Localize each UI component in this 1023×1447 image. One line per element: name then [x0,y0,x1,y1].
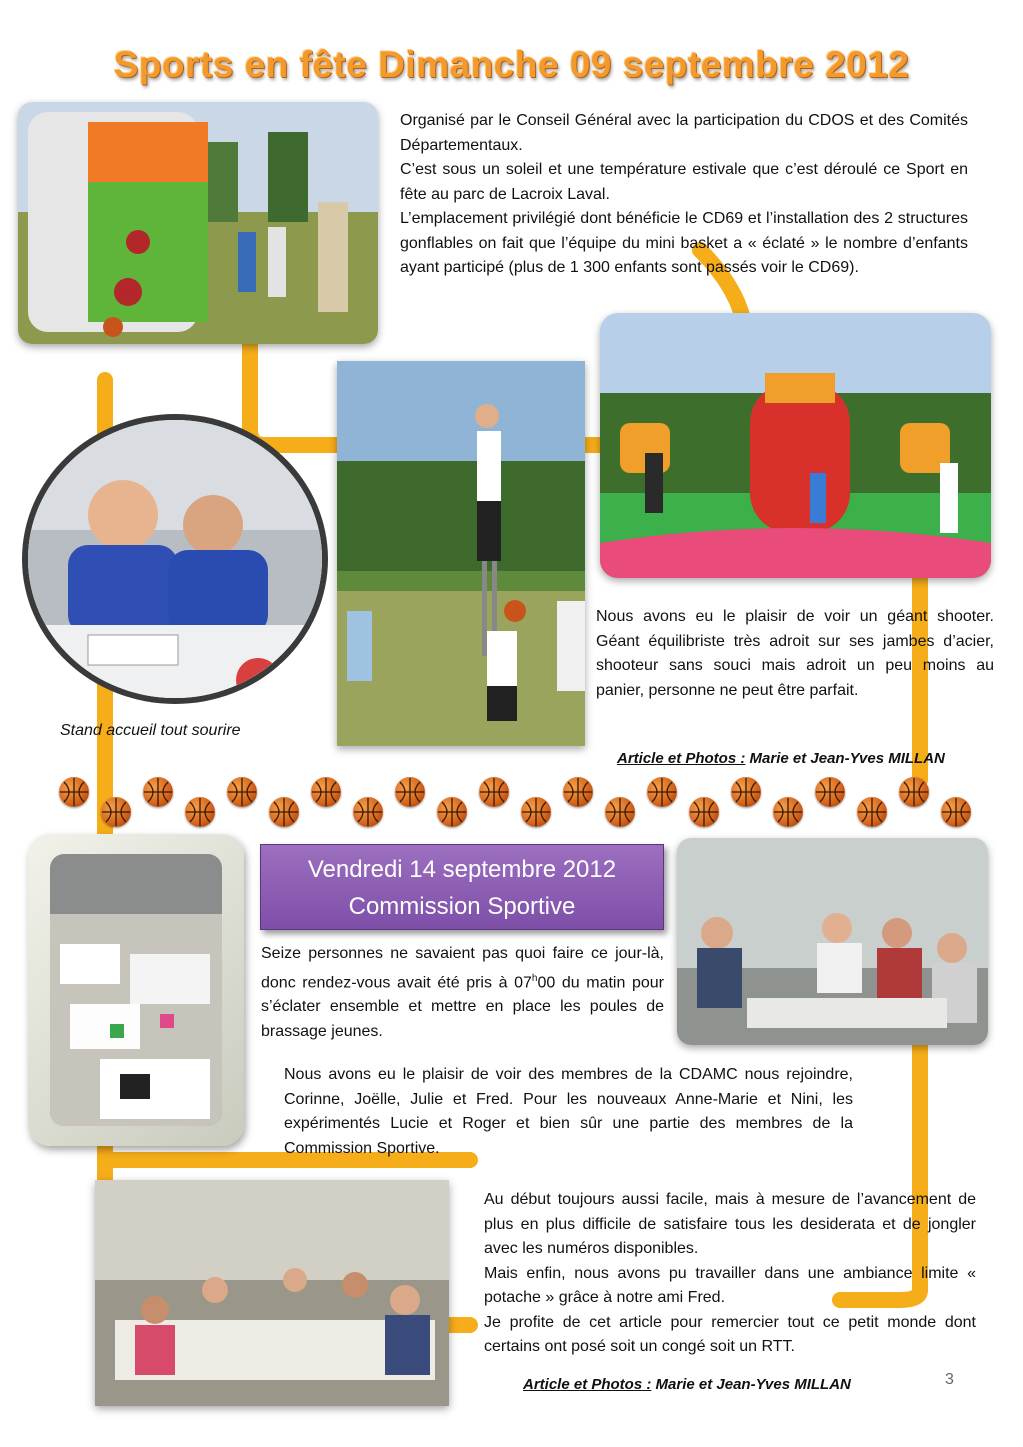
photo-meeting-2 [95,1180,449,1406]
section2-paragraph-1 [261,942,664,1044]
para3-line: Mais enfin, nous avons pu travailler dans une ambiance limite « potache » grâce à notre ami Fred. [484,1264,976,1306]
credit-name: Marie et Jean-Yves MILLAN [745,750,945,767]
article-credit-1 [617,750,945,767]
page-number: 3 [945,1371,954,1388]
credit-label: Article et Photos : [617,750,746,767]
shooter-text: Nous avons eu le plaisir de voir un géant shooter. Géant équilibriste très adroit sur ses jambes d’acier, shooteur sans souci mais adroit un peu moins au panier, personne ne peut être parfait. [596,608,994,699]
photo-welcome-stand [22,414,328,704]
section-banner [260,844,664,930]
para1-end: 00 du matin pour s’éclater ensemble et mettre en place les poules de brassage jeunes. [261,973,665,1040]
article-credit-2 [523,1376,851,1393]
section2-paragraph-2: Nous avons eu le plaisir de voir des membres de la CDAMC nous rejoindre, Corinne, Joëlle, Julie et Fred. Pour les nouveaux Anne-Marie et Nini, les expérimentés Lucie et Roger et bien sûr une partie des membres de la Commission Sportive. [284,1066,853,1157]
credit-name: Marie et Jean-Yves MILLAN [651,1376,851,1393]
intro-paragraph: Organisé par le Conseil Général avec la participation du CDOS et des Comités Départementaux. [400,112,968,154]
photo-inflatable-basket [18,102,378,344]
page-title: Sports en fête Dimanche 09 septembre 2012 [113,44,910,85]
banner-title: Commission Sportive [348,893,576,920]
para1-sup: h [531,972,538,984]
para3-line: Au début toujours aussi facile, mais à mesure de l’avancement de plus en plus difficile de satisfaire tous les desiderata et de jongler avec les numéros disponibles. [484,1191,976,1257]
photo-caption: Stand accueil tout sourire [60,722,241,739]
photo-papers-frame [28,834,244,1146]
para1-start: Seize personnes ne savaient pas quoi faire ce jour-là, donc rendez-vous avait été pris à 07 [261,945,664,991]
banner-date: Vendredi 14 septembre 2012 [307,856,617,883]
credit-label: Article et Photos : [523,1376,652,1393]
photo-inflatable-structure [600,313,991,578]
section2-paragraph-3 [484,1188,976,1360]
photo-papers-on-table [50,854,222,1126]
para3-line: Je profite de cet article pour remercier tout ce petit monde dont certains ont posé soit un congé soit un RTT. [484,1313,976,1355]
intro-paragraph: L’emplacement privilégié dont bénéficie le CD69 et l’installation des 2 structures gonflables on fait que l’équipe du mini basket a « éclaté » le nombre d’enfants ayant participé (plus de 1 300 enfants sont passés voir le CD69). [400,210,968,276]
photo-meeting-1 [677,838,988,1045]
photo-stilt-shooter [337,361,585,746]
intro-text [400,109,968,281]
intro-paragraph: C’est sous un soleil et une température estivale que c’est déroulé ce Sport en fête au parc de Lacroix Laval. [400,161,968,203]
